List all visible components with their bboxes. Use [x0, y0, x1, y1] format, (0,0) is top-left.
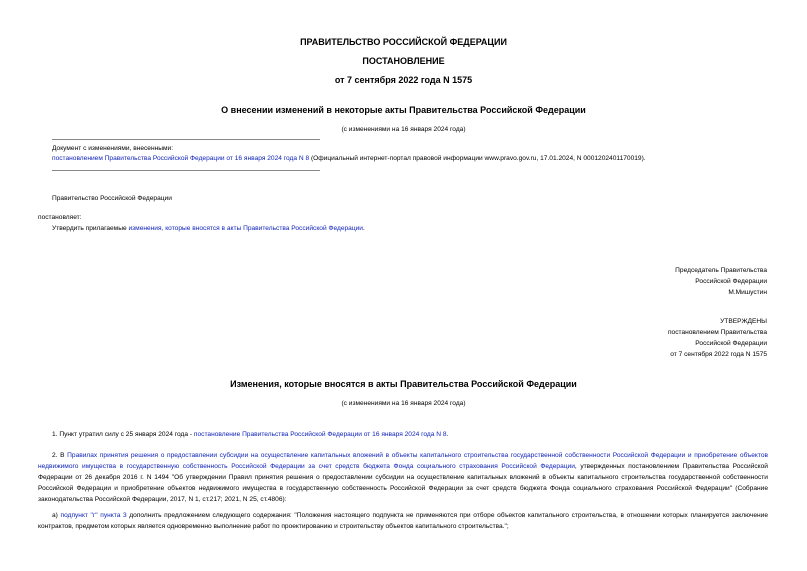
approve-suffix: .: [362, 225, 365, 232]
changes-box-line: [52, 155, 646, 162]
item-1-link[interactable]: постановление Правительства Российской Федерации от 16 января 2024 года N 8: [193, 431, 447, 438]
item-2-rules-link[interactable]: Правилах принятия решения о предоставлении субсидии на осуществление капитальных вложений в объекты капитального строительства государственной собственности Российской Федерации и приобретение объектов недвижимого имущества в государственную собственность Российской Федерации за счет средств бюджета Фонда социального страхования Российской Федерации: [38, 452, 768, 470]
item-2a-link[interactable]: подпункт "г" пункта 3: [60, 512, 127, 519]
signature-country: Российской Федерации: [695, 278, 767, 285]
approved-stamp: УТВЕРЖДЕНЫ: [720, 318, 767, 325]
changes-link[interactable]: изменения, которые вносятся в акты Правительства Российской Федерации: [128, 225, 363, 232]
approve-prefix: Утвердить прилагаемые: [52, 225, 129, 232]
amending-act-link[interactable]: постановлением Правительства Российской Федерации от 16 января 2024 года N 8: [52, 155, 310, 162]
decides-text: постановляет:: [38, 214, 82, 221]
document-title: О внесении изменений в некоторые акты Правительства Российской Федерации: [221, 105, 586, 115]
doc-date-number: от 7 сентября 2022 года N 1575: [334, 75, 473, 85]
item-2-body: , утвержденных постановлением Правительства Российской Федерации от 26 декабря 2016 г. N 1494 "Об утверждении Правил принятия решения о предоставлении субсидии на осуществление капитальных вложений в объекты капитального строительства государственной собственности Российской Федерации и приобретение объектов недвижимого имущества в государственную собственность Российской Федерации за счет средств бюджета Фонда социального страхования Российской Федерации": [38, 463, 768, 492]
item-2a-prefix: а): [52, 512, 61, 519]
section-title: Изменения, которые вносятся в акты Правительства Российской Федерации: [230, 379, 577, 389]
item-2a-text: дополнить предложением следующего содержания: "Положения настоящего подпункта не применяются при отборе объектов капитального строительства, в отношении которых планируется заключение контрактов, предметом которых является одновременно выполнение работ по проектированию и строительству объектов капитального строительства.";: [38, 512, 768, 530]
revision-note: (с изменениями на 16 января 2024 года): [341, 126, 466, 133]
approved-country: Российской Федерации: [695, 340, 767, 347]
doc-type-heading: ПОСТАНОВЛЕНИЕ: [362, 56, 445, 66]
subject-text: Правительство Российской Федерации: [52, 195, 172, 202]
signature-name: М.Мишустин: [728, 289, 767, 296]
approved-date-number: от 7 сентября 2022 года N 1575: [670, 351, 767, 358]
approved-by: постановлением Правительства: [667, 329, 767, 336]
government-heading: ПРАВИТЕЛЬСТВО РОССИЙСКОЙ ФЕДЕРАЦИИ: [300, 37, 507, 47]
changes-box-label: Документ с изменениями, внесенными:: [52, 145, 174, 152]
item-2-source: (Собрание законодательства Российской Федерации, 2017, N 1, ст.217; 2021, N 25, ст.4806):: [38, 485, 768, 503]
item-2-prefix: 2. В: [52, 452, 68, 459]
item-1-suffix: .: [446, 431, 449, 438]
signature-position: Председатель Правительства: [675, 267, 767, 274]
approve-line: [52, 225, 365, 232]
section-revision-note: (с изменениями на 16 января 2024 года): [341, 400, 466, 407]
changes-box-top-rule: [52, 139, 320, 140]
changes-box-bottom-rule: [52, 170, 320, 171]
item-2: [38, 450, 768, 505]
item-1: [52, 431, 448, 438]
item-2a: [38, 510, 768, 532]
amending-act-publication: (Официальный интернет-портал правовой информации www.pravo.gov.ru, 17.01.2024, N 0001202401170019).: [309, 155, 646, 162]
item-1-text: 1. Пункт утратил силу с 25 января 2024 года -: [52, 431, 194, 438]
